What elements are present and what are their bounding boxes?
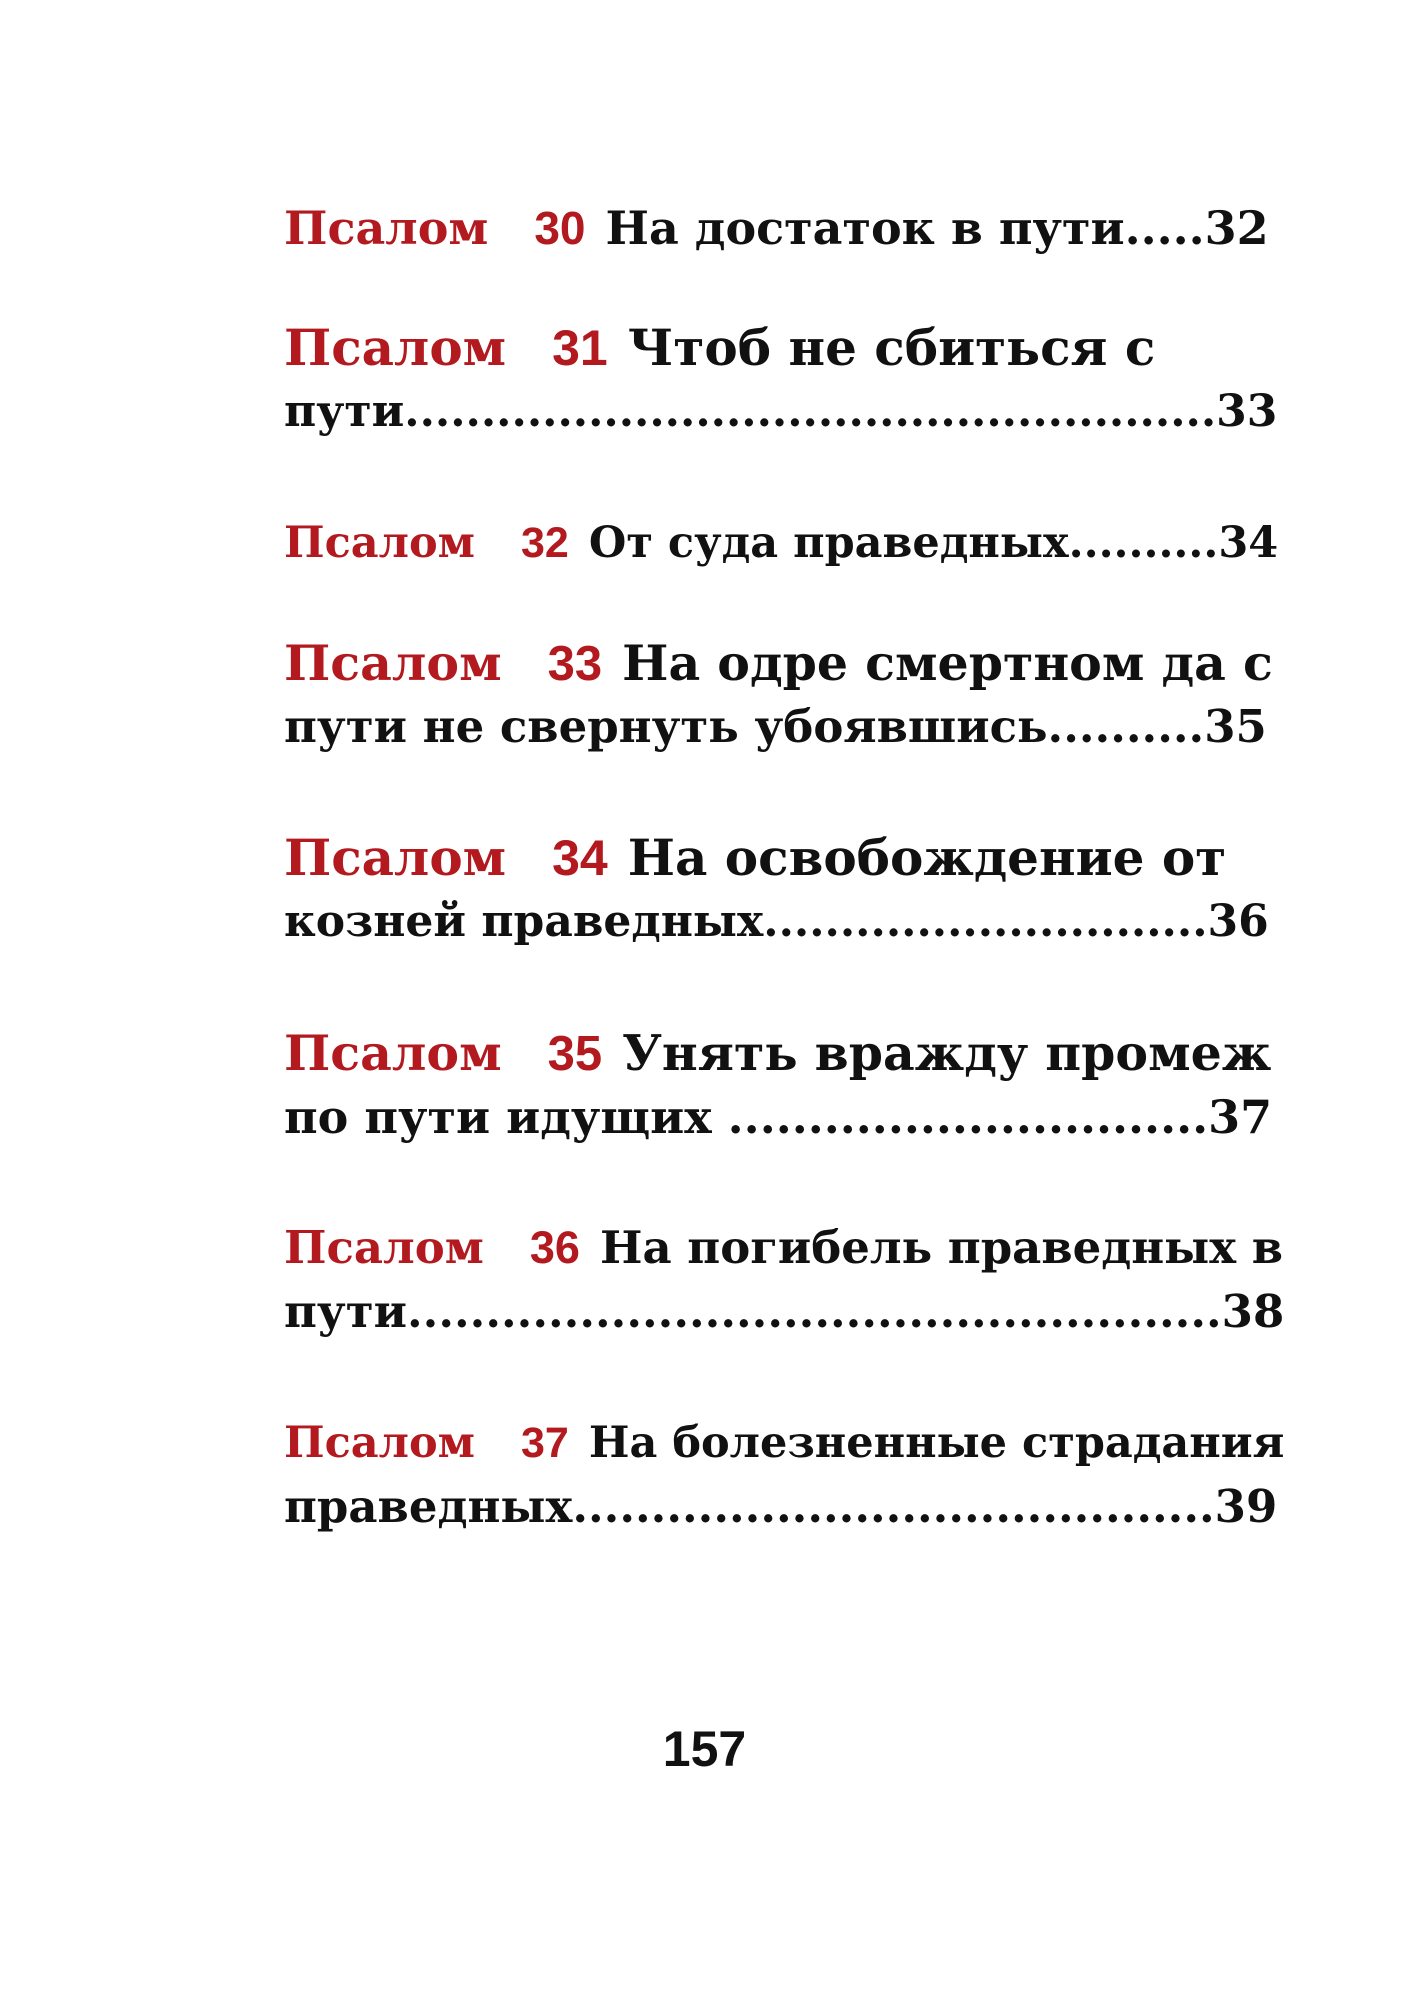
psalm-number: 35 (547, 1027, 603, 1081)
psalm-number: 37 (521, 1419, 569, 1467)
toc-entry-line (284, 1021, 1284, 1085)
psalm-label: Псалом (284, 1221, 484, 1274)
toc-entry-line (284, 631, 1284, 695)
page-number: 157 (662, 1721, 747, 1777)
toc-entry-continuation: козней праведных.............................36 (284, 896, 1269, 947)
toc-entry (284, 316, 1284, 444)
toc-entry (284, 1216, 1284, 1344)
entry-title: На достаток в пути.....32 (605, 201, 1269, 255)
psalm-number: 34 (552, 830, 608, 886)
toc-entry-continuation: пути....................................................38 (284, 1285, 1285, 1338)
psalm-label: Псалом (284, 1418, 476, 1468)
entry-title: На освобождение от (627, 828, 1227, 887)
toc-entry-line (284, 316, 1284, 380)
psalm-number: 32 (521, 519, 569, 567)
entry-title: Чтоб не сбиться с (627, 318, 1156, 377)
psalm-number: 30 (534, 202, 586, 254)
psalm-label: Псалом (284, 318, 507, 377)
psalm-label: Псалом (284, 634, 502, 692)
psalm-number: 36 (529, 1222, 580, 1273)
entry-title: От суда праведных..........34 (588, 518, 1279, 568)
psalm-label: Псалом (284, 1024, 502, 1082)
psalm-label: Псалом (284, 828, 507, 887)
toc-entry (284, 1021, 1284, 1149)
psalm-label: Псалом (284, 518, 476, 568)
toc-entry-continuation: праведных.........................................39 (284, 1480, 1278, 1533)
entry-title: На одре смертном да с (622, 634, 1273, 692)
psalm-number: 33 (547, 637, 603, 691)
toc-entry-line (284, 511, 1284, 575)
toc-entry-continuation: пути не свернуть убоявшись..........35 (284, 700, 1267, 753)
toc-entry (284, 826, 1284, 954)
entry-title: Унять вражду промеж (622, 1024, 1272, 1082)
entry-title: На погибель праведных в (599, 1221, 1284, 1274)
toc-entry-line (284, 196, 1284, 260)
toc-entry-continuation: по пути идущих ..............................37 (284, 1090, 1273, 1144)
toc-entry-line (284, 1411, 1284, 1475)
entry-title: На болезненные страдания (588, 1418, 1285, 1468)
psalm-label: Псалом (284, 201, 489, 255)
toc-entry-continuation: пути.....................................................33 (284, 386, 1278, 437)
toc-entry-line (284, 826, 1284, 890)
psalm-number: 31 (552, 320, 608, 376)
toc-entry (284, 631, 1284, 759)
toc-entry (284, 1411, 1284, 1539)
toc-entry (284, 511, 1284, 575)
toc-entry-line (284, 1216, 1284, 1280)
toc-entry (284, 196, 1284, 260)
